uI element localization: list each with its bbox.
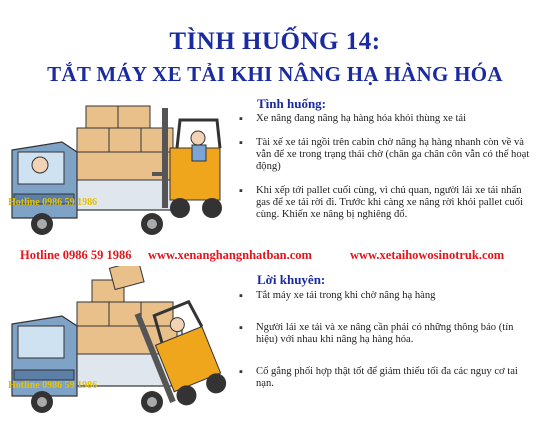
list-item: ▪ Khi xếp tới pallet cuối cùng, vì chủ quan, người lái xe tải nhấn gas để xe tải rời đi. Trước khi càng xe nâng rời khỏi pallet cuối cùng. Khiến xe nâng bị nghiêng đổ.	[239, 185, 524, 220]
advice-heading: Lời khuyên:	[257, 272, 326, 287]
illustration-unloading	[2, 90, 237, 240]
situation-list	[236, 113, 536, 233]
list-item: ▪ Người lái xe tải và xe nâng cần phải có những thông báo (tín hiệu) với nhau khi nâng hạ hàng hóa.	[239, 322, 514, 345]
list-item: ▪ Tài xế xe tải ngồi trên cabin chờ nâng hạ hàng nhanh còn về và vẫn để xe trong trạng thái chờ (chân ga chân côn vẫn có thể hoạt động)	[239, 137, 530, 172]
hotline-watermark-bottom: Hotline 0986 59 1986	[8, 380, 98, 391]
list-item: ▪ Xe nâng đang nâng hạ hàng hóa khỏi thùng xe tải	[239, 113, 467, 125]
list-item: ▪ Tắt máy xe tải trong khi chờ nâng hạ hàng	[239, 290, 436, 302]
hotline-bar	[0, 248, 550, 266]
situation-heading: Tình huống:	[257, 96, 327, 111]
hotline-text: Hotline 0986 59 1986	[20, 248, 132, 262]
slide-subtitle: TẮT MÁY XE TẢI KHI NÂNG HẠ HÀNG HÓA	[47, 62, 503, 86]
hotline-watermark-top: Hotline 0986 59 1986	[8, 197, 98, 208]
website-link-2[interactable]: www.xetaihowosinotruk.com	[350, 248, 505, 262]
slide-title: TÌNH HUỐNG 14:	[169, 28, 381, 55]
advice-list	[236, 290, 536, 402]
illustration-tipping	[2, 266, 237, 436]
website-link-1[interactable]: www.xenanghangnhatban.com	[148, 248, 312, 262]
list-item: ▪ Cố gắng phối hợp thật tốt để giảm thiểu tối đa các nguy cơ tai nạn.	[239, 366, 518, 389]
